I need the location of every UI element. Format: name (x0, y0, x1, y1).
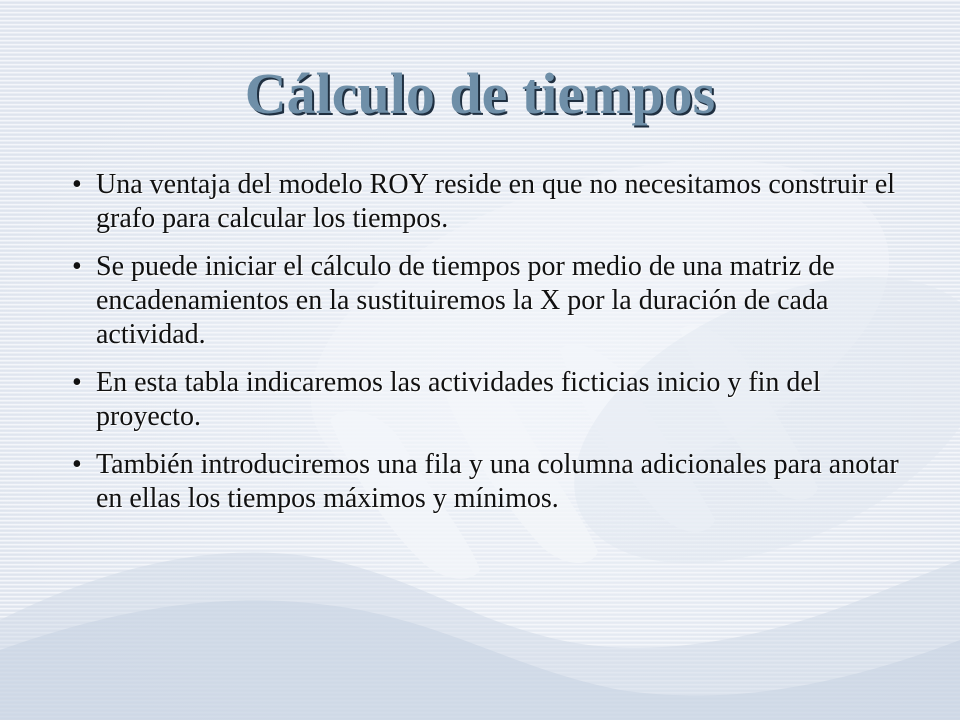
bullet-item (70, 168, 910, 236)
bullet-marker: • (72, 449, 82, 480)
bullet-marker: • (72, 169, 82, 200)
bullet-item (70, 366, 910, 434)
bullet-text: En esta tabla indicaremos las actividades ficticias inicio y fin del proyecto. (96, 367, 821, 432)
slide-title: Cálculo de tiempos (244, 61, 716, 126)
bullet-text: Una ventaja del modelo ROY reside en que no necesitamos construir el grafo para calcular los tiempos. (96, 169, 896, 234)
bullet-text: Se puede iniciar el cálculo de tiempos por medio de una matriz de encadenamientos en la sustituiremos la X por la duración de cada actividad. (96, 251, 835, 350)
bullet-text: También introduciremos una fila y una columna adicionales para anotar en ellas los tiempos máximos y mínimos. (96, 449, 899, 514)
bullet-marker: • (72, 367, 82, 398)
bullet-item (70, 448, 910, 516)
bullet-marker: • (72, 251, 82, 282)
bullet-item (70, 250, 910, 352)
bullet-list (70, 168, 910, 530)
